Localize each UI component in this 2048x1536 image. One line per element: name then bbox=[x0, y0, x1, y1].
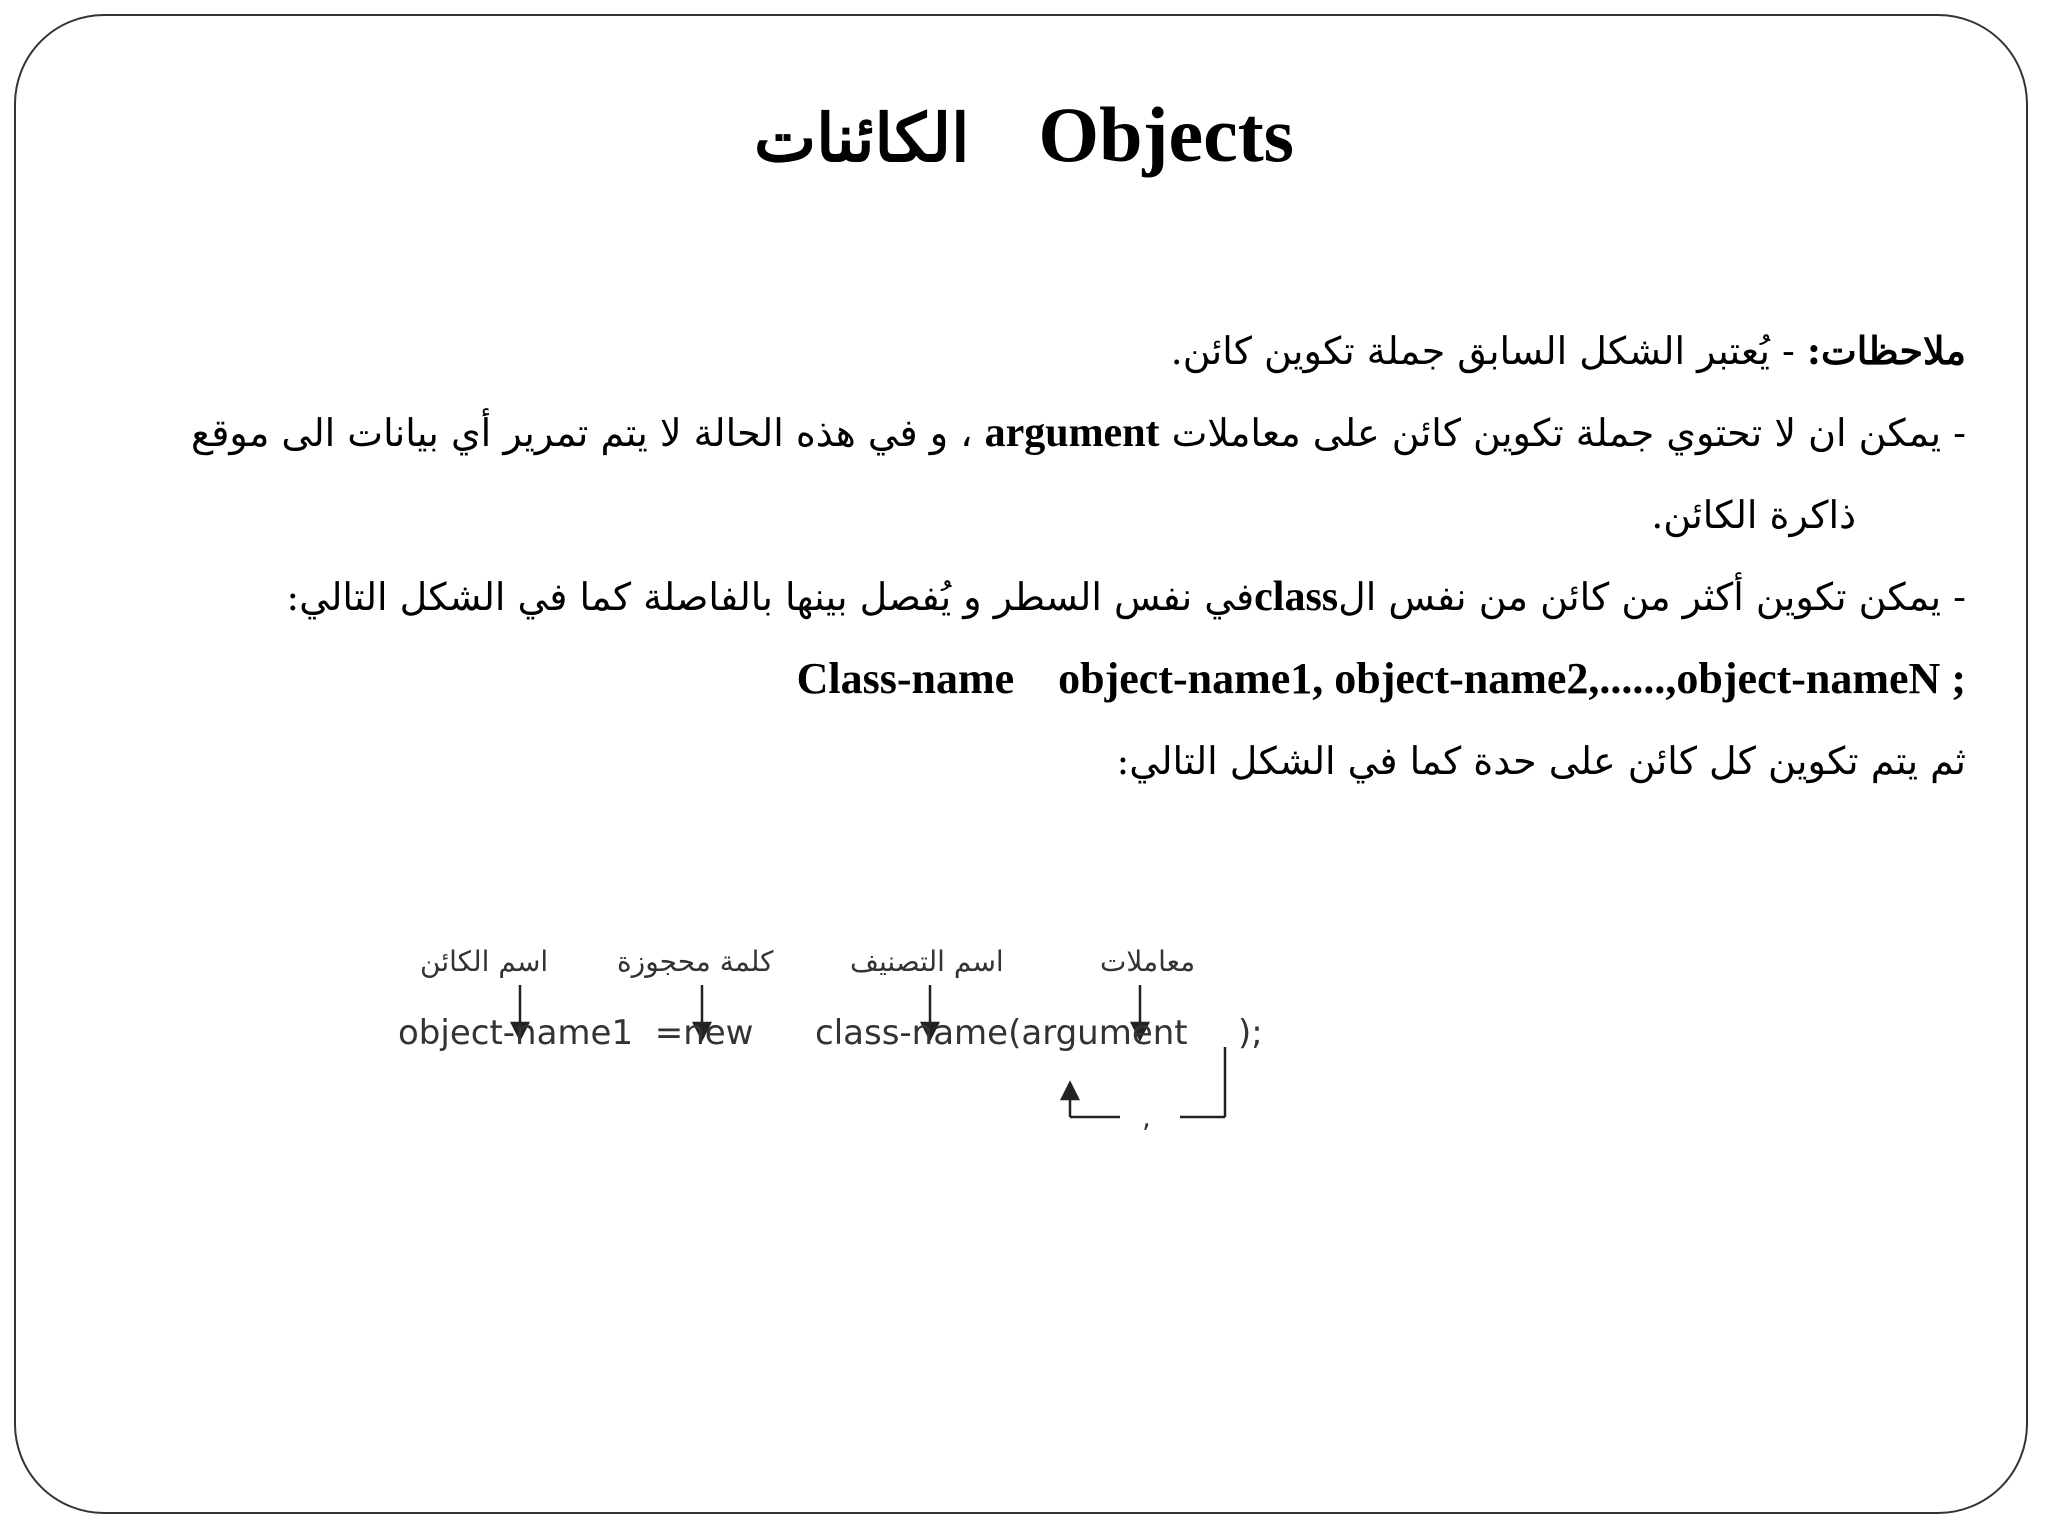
notes-line-3-text: ذاكرة الكائن. bbox=[1651, 493, 1856, 537]
notes-line-6 bbox=[120, 720, 1966, 802]
notes-line-3 bbox=[120, 474, 1966, 556]
notes-line-4-b: في نفس السطر و يُفصل بينها بالفاصلة كما في الشكل التالي: bbox=[286, 575, 1255, 619]
code-close: ); bbox=[1238, 1013, 1263, 1053]
loop-arrowhead bbox=[1062, 1083, 1078, 1099]
label-reserved-word: كلمة محجوزة bbox=[617, 945, 774, 978]
notes-line-6-text: ثم يتم تكوين كل كائن على حدة كما في الشكل التالي: bbox=[1116, 739, 1966, 783]
label-object-name: اسم الكائن bbox=[420, 945, 549, 978]
title-latin: Objects bbox=[1038, 91, 1295, 178]
title-arabic: الكائنات bbox=[753, 99, 970, 177]
label-arguments: معاملات bbox=[1100, 945, 1196, 978]
page-title bbox=[0, 90, 2048, 183]
notes-line-2 bbox=[120, 392, 1966, 474]
loop-comma: , bbox=[1142, 1101, 1151, 1134]
object-creation-diagram bbox=[390, 935, 1290, 1145]
code-class-argument: class-name(argument bbox=[815, 1013, 1188, 1053]
notes-line-1 bbox=[120, 310, 1966, 392]
notes-block bbox=[120, 310, 1966, 802]
notes-line-2-b: ، و في هذه الحالة لا يتم تمرير أي بيانات الى موقع bbox=[190, 411, 985, 455]
notes-term-argument: argument bbox=[984, 410, 1160, 456]
notes-label: ملاحظات: bbox=[1806, 328, 1966, 373]
label-class-name: اسم التصنيف bbox=[850, 945, 1004, 978]
notes-line-1-text: - يُعتبر الشكل السابق جملة تكوين كائن. bbox=[1170, 329, 1807, 373]
notes-line-4-a: - يمكن تكوين أكثر من كائن من نفس ال bbox=[1338, 575, 1966, 619]
notes-line-2-a: - يمكن ان لا تحتوي جملة تكوين كائن على معاملات bbox=[1159, 411, 1966, 455]
code-example: Class-name object-name1, object-name2,......,object-nameN ; bbox=[796, 654, 1966, 703]
notes-line-4 bbox=[120, 556, 1966, 638]
code-object-new: object-name1 =new bbox=[398, 1013, 754, 1053]
notes-term-class: class bbox=[1254, 574, 1339, 620]
